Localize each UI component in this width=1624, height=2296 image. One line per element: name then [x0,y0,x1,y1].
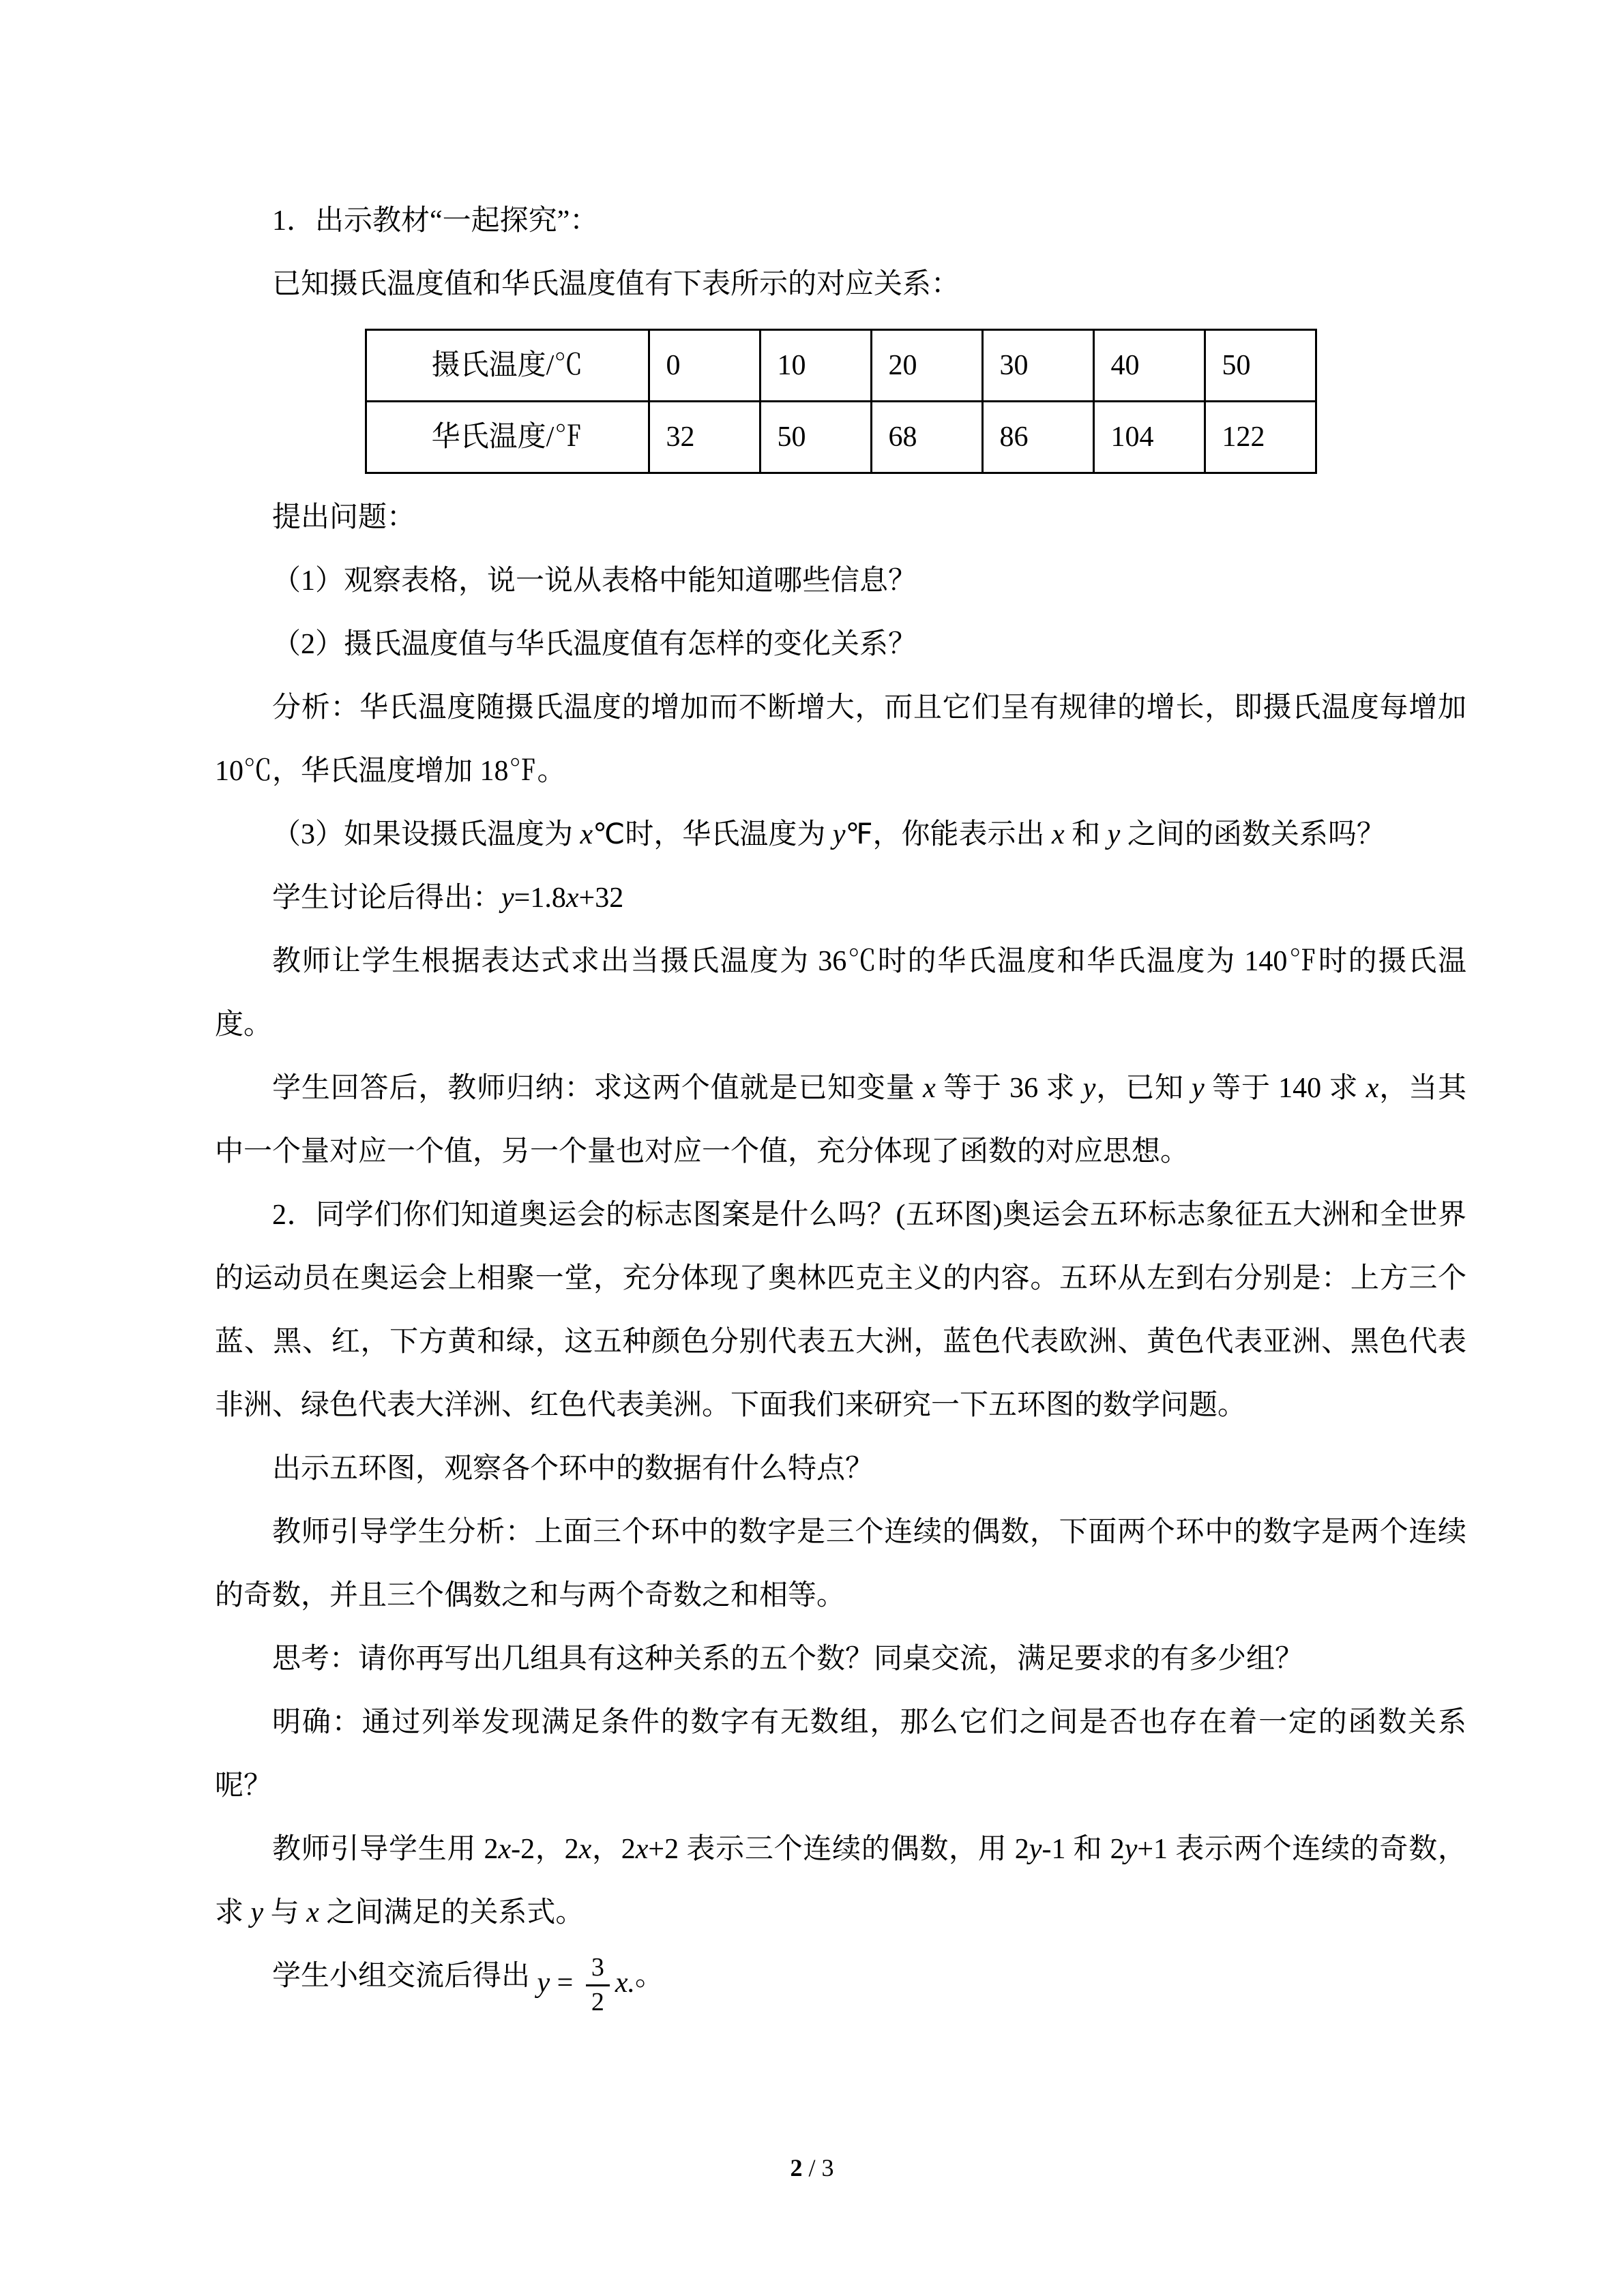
paragraph-question-2: （2）摄氏温度值与华氏温度值有怎样的变化关系？ [272,629,917,660]
math-lhs: y [537,1967,550,1999]
document-body [215,190,1466,2018]
paragraph-teacher-guide: 教师引导学生用 2x-2，2x，2x+2 表示三个连续的偶数，用 2y-1 和 2y+1 表示两个连续的奇数，求 y 与 x 之间满足的关系式。 [215,1834,1466,1928]
paragraph-intro-table: 已知摄氏温度值和华氏温度值有下表所示的对应关系： [272,269,960,300]
paragraph-question-1: （1）观察表格，说一说从表格中能知道哪些信息？ [272,565,917,597]
paragraph-heading-1: 1．出示教材“一起探究”： [272,205,599,237]
paragraph-olympic-intro: 2．同学们你们知道奥运会的标志图案是什么吗？(五环图)奥运会五环标志象征五大洲和全世界的运动员在奥运会上相聚一堂，充分体现了奥林匹克主义的内容。五环从左到右分别是：上方三个蓝、黑、红，下方黄和绿，这五种颜色分别代表五大洲，蓝色代表欧洲、黄色代表亚洲、黑色代表非洲、绿色代表大洋洲、红色代表美洲。下面我们来研究一下五环图的数学问题。 [215,1199,1466,1421]
table-cell: 40 [1093,330,1205,402]
table-cell: 32 [649,402,760,473]
table-row-fahrenheit [366,402,1316,473]
paragraph-teacher-summary: 学生回答后，教师归纳：求这两个值就是已知变量 x 等于 36 求 y，已知 y 等于 140 求 x，当其中一个量对应一个值，另一个量也对应一个值，充分体现了函数的对应思想。 [215,1073,1466,1167]
table-cell: 122 [1205,402,1316,473]
fraction-numerator: 3 [586,1953,610,1986]
math-rhs: x. [615,1967,636,1999]
table-cell: 50 [1205,330,1316,402]
row-header-fahrenheit: 华氏温度/℉ [366,402,649,473]
paragraph-question-3: （3）如果设摄氏温度为 x℃时，华氏温度为 y℉，你能表示出 x 和 y 之间的函数关系吗？ [272,819,1385,850]
paragraph-formula-result [215,1945,1466,2018]
paragraph-analysis: 分析：华氏温度随摄氏温度的增加而不断增大，而且它们呈有规律的增长，即摄氏温度每增加 10℃，华氏温度增加 18℉。 [215,692,1466,787]
formula-suffix-text: 。 [635,1960,664,1992]
table-cell: 30 [982,330,1093,402]
page-number [0,2154,1624,2181]
table-cell: 104 [1093,402,1205,473]
paragraph-clarify: 明确：通过列举发现满足条件的数字有无数组，那么它们之间是否也存在着一定的函数关系呢？ [215,1707,1466,1802]
table-cell: 50 [760,402,871,473]
table-cell: 10 [760,330,871,402]
math-equation [537,1952,636,2018]
paragraph-questions-title: 提出问题： [272,502,416,533]
paragraph-student-result: 学生讨论后得出：y=1.8x+32 [272,882,624,914]
page-number-current: 2 [790,2154,803,2181]
paragraph-rings-question: 出示五环图，观察各个环中的数据有什么特点？ [272,1453,874,1485]
page-number-total: 3 [821,2154,834,2181]
table-cell: 86 [982,402,1093,473]
table-cell: 68 [871,402,982,473]
temperature-table [365,329,1317,474]
table-row-celsius [366,330,1316,402]
table-cell: 0 [649,330,760,402]
fraction-denominator: 2 [591,1987,604,2016]
math-fraction [586,1953,610,2017]
page-number-separator: / [802,2154,822,2181]
math-equals: = [550,1967,580,1999]
formula-prefix-text: 学生小组交流后得出 [272,1960,537,1992]
paragraph-teacher-task: 教师让学生根据表达式求出当摄氏温度为 36℃时的华氏温度和华氏温度为 140℉时的摄氏温度。 [215,946,1466,1041]
table-cell: 20 [871,330,982,402]
row-header-celsius: 摄氏温度/℃ [366,330,649,402]
paragraph-thinking: 思考：请你再写出几组具有这种关系的五个数？同桌交流，满足要求的有多少组？ [272,1643,1304,1675]
paragraph-rings-analysis: 教师引导学生分析：上面三个环中的数字是三个连续的偶数，下面两个环中的数字是两个连续的奇数，并且三个偶数之和与两个奇数之和相等。 [215,1517,1466,1611]
